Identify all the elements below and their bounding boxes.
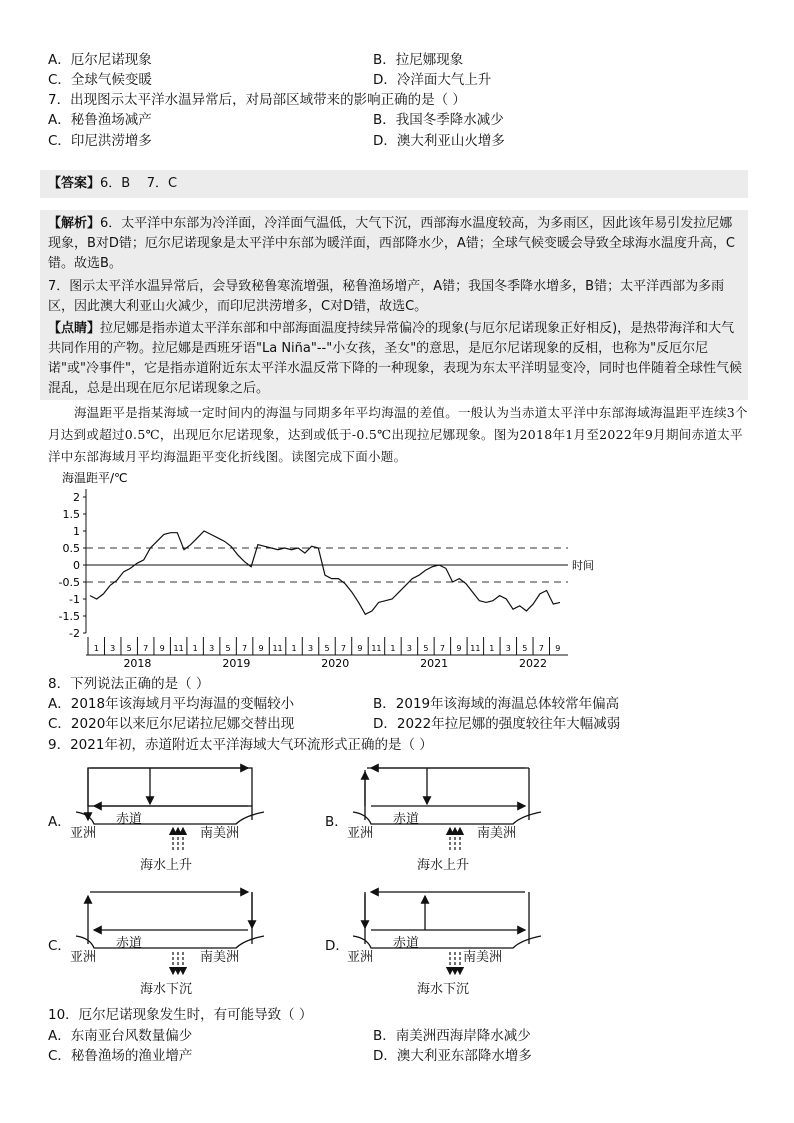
sst-anomaly-line <box>90 531 560 614</box>
q10-row-ab <box>48 1026 748 1046</box>
diagram-c-downwelling: 海水下沉 <box>140 982 193 997</box>
month-tick-label: 1 <box>93 644 99 653</box>
q8-option-d: D．2022年拉尼娜的强度较往年大幅减弱 <box>373 716 621 732</box>
diagram-b-equator: 赤道 <box>393 812 420 827</box>
diagram-c-south-america: 南美洲 <box>200 950 240 965</box>
month-tick-label: 5 <box>225 644 231 653</box>
analysis-tag: 【解析】 <box>48 216 101 231</box>
y-tick-label: 2 <box>73 491 80 504</box>
diagram-a-upwelling: 海水上升 <box>140 858 193 873</box>
month-tick-label: 11 <box>173 644 184 653</box>
q9-option-a-label: A． <box>48 814 71 830</box>
month-tick-label: 9 <box>159 644 165 653</box>
q7-option-b: B．我国冬季降水减少 <box>373 112 504 128</box>
y-tick-label: -1.5 <box>58 610 80 623</box>
q8-row-cd <box>48 714 748 734</box>
year-label: 2019 <box>222 657 251 670</box>
diagram-d-downwelling: 海水下沉 <box>417 982 470 997</box>
q8-option-a: A．2018年该海域月平均海温的变幅较小 <box>48 696 295 712</box>
q8-stem: 8．下列说法正确的是（ ） <box>48 676 210 692</box>
point-text: 拉尼娜是指赤道太平洋东部和中部海面温度持续异常偏冷的现象(与厄尔尼诺现象正好相反)，是热带海洋和大气共同作用的产物。拉尼娜是西班牙语"La Niña"--"小女孩，圣女"的意思，是厄尔尼诺现象的反相，也称为"反厄尔尼诺"或"冷事件"，它是指赤道附近东太平洋水温反常下降的一种现象，表现为东太平洋明显变冷，同时也伴随着全球性气候混乱，总是出现在厄尔尼诺现象之后。 <box>48 321 742 396</box>
chart-svg <box>56 468 594 670</box>
chart-ylabel: 海温距平/℃ <box>62 471 128 485</box>
y-tick-label: 0.5 <box>62 542 80 555</box>
q10-option-c: C．秘鲁渔场的渔业增产 <box>48 1048 193 1064</box>
analysis-6-text: 6．太平洋中东部为冷洋面，冷洋面气温低，大气下沉，西部海水温度较高，为多雨区，因此该年易引发拉尼娜现象，B对D错；厄尔尼诺现象是太平洋中东部为暖洋面，西部降水少，A错；全球气候变暖会导致全球海水温度升高，C错。故选B。 <box>48 216 735 271</box>
q8-option-c: C．2020年以来厄尔尼诺拉尼娜交替出现 <box>48 716 295 732</box>
month-tick-label: 7 <box>439 644 445 653</box>
month-tick-label: 7 <box>538 644 544 653</box>
q6-row-ab <box>48 50 748 70</box>
q6-option-c: C．全球气候变暖 <box>48 72 152 88</box>
q9-diagram-d <box>345 886 575 1001</box>
month-tick-label: 3 <box>209 644 215 653</box>
q6-row-cd <box>48 70 748 90</box>
y-tick-label: 1 <box>73 525 80 538</box>
q7-option-d: D．澳大利亚山火增多 <box>373 133 505 149</box>
q6-option-a: A．厄尔尼诺现象 <box>48 52 152 68</box>
month-tick-label: 5 <box>522 644 528 653</box>
month-tick-label: 3 <box>110 644 116 653</box>
q6-option-b: B．拉尼娜现象 <box>373 52 464 68</box>
q9-option-b-label: B． <box>325 814 348 830</box>
y-tick-label: 1.5 <box>62 508 80 521</box>
q9-diagram-b <box>345 762 575 877</box>
chart-intro: 海温距平是指某海域一定时间内的海温与同期多年平均海温的差值。一般认为当赤道太平洋中东部海域海温距平连续3个月达到或超过0.5℃，出现厄尔尼诺现象，达到或低于-0.5℃出现拉尼娜现象。图为2018年1月至2022年9月期间赤道太平洋中东部海域月平均海温距平变化折线图。读图完成下面小题。 <box>48 405 748 464</box>
q7-row-ab <box>48 110 748 130</box>
chart-xlabel: 时间 <box>572 559 594 572</box>
month-tick-label: 11 <box>272 644 283 653</box>
point-note <box>48 319 744 399</box>
month-tick-label: 1 <box>192 644 198 653</box>
month-tick-label: 11 <box>371 644 382 653</box>
q9-diagram-c <box>68 886 298 1001</box>
diagram-b-upwelling: 海水上升 <box>417 858 470 873</box>
analysis-6 <box>48 214 744 274</box>
diagram-c-asia: 亚洲 <box>70 950 97 965</box>
q7-option-c: C．印尼洪涝增多 <box>48 133 152 149</box>
month-tick-label: 9 <box>555 644 561 653</box>
analysis-7: 7．图示太平洋水温异常后，会导致秘鲁寒流增强，秘鲁渔场增产，A错；我国冬季降水增多，B错；太平洋西部为多雨区，因此澳大利亚山火减少，而印尼洪涝增多，C对D错，故选C。 <box>48 279 725 314</box>
diagram-d-equator: 赤道 <box>393 936 420 951</box>
month-tick-label: 1 <box>291 644 297 653</box>
month-tick-label: 9 <box>456 644 462 653</box>
q8-option-b: B．2019年该海域的海温总体较常年偏高 <box>373 696 620 712</box>
q10-option-d: D．澳大利亚东部降水增多 <box>373 1048 532 1064</box>
q8-row-ab <box>48 694 748 714</box>
year-label: 2022 <box>519 657 548 670</box>
diagram-a-south-america: 南美洲 <box>200 826 240 841</box>
year-label: 2020 <box>321 657 350 670</box>
year-label: 2018 <box>123 657 152 670</box>
month-tick-label: 11 <box>470 644 481 653</box>
month-tick-label: 3 <box>505 644 511 653</box>
month-tick-label: 7 <box>242 644 248 653</box>
y-tick-label: -2 <box>69 627 80 640</box>
diagram-c-equator: 赤道 <box>116 936 143 951</box>
q7-stem: 7．出现图示太平洋水温异常后，对局部区域带来的影响正确的是（ ） <box>48 92 466 108</box>
q7-row-cd <box>48 131 748 151</box>
diagram-a-asia: 亚洲 <box>70 826 97 841</box>
diagram-b-south-america: 南美洲 <box>477 826 517 841</box>
diagram-d-asia: 亚洲 <box>347 950 374 965</box>
year-label: 2021 <box>420 657 449 670</box>
answer-value: 6．B 7．C <box>100 176 178 191</box>
month-tick-label: 3 <box>307 644 314 653</box>
q6-option-d: D．冷洋面大气上升 <box>373 72 492 88</box>
month-tick-label: 7 <box>143 644 149 653</box>
q7-option-a: A．秘鲁渔场减产 <box>48 112 152 128</box>
point-tag: 【点睛】 <box>48 321 101 336</box>
month-tick-label: 1 <box>390 644 396 653</box>
month-tick-label: 5 <box>324 644 330 653</box>
y-tick-label: -0.5 <box>58 576 80 589</box>
month-tick-label: 3 <box>406 644 412 653</box>
q10-option-a: A．东南亚台风数量偏少 <box>48 1028 193 1044</box>
answer-tag: 【答案】 <box>48 176 101 191</box>
month-tick-label: 7 <box>340 644 347 653</box>
q10-stem: 10．厄尔尼诺现象发生时，有可能导致（ ） <box>48 1007 313 1023</box>
month-tick-label: 5 <box>423 644 429 653</box>
sst-anomaly-chart <box>56 468 594 670</box>
q9-diagram-a <box>68 762 298 877</box>
month-tick-label: 9 <box>258 644 264 653</box>
q10-option-b: B．南美洲西海岸降水减少 <box>373 1028 531 1044</box>
month-tick-label: 9 <box>357 644 363 653</box>
diagram-a-equator: 赤道 <box>116 812 143 827</box>
month-tick-label: 5 <box>126 644 132 653</box>
q9-option-c-label: C． <box>48 938 71 954</box>
q9-option-d-label: D． <box>325 938 349 954</box>
diagram-b-asia: 亚洲 <box>347 826 374 841</box>
diagram-d-south-america: 南美洲 <box>463 950 503 965</box>
q9-stem: 9．2021年初，赤道附近太平洋海域大气环流形式正确的是（ ） <box>48 737 433 753</box>
q10-row-cd <box>48 1046 748 1066</box>
y-tick-label: -1 <box>69 593 80 606</box>
month-tick-label: 1 <box>489 644 495 653</box>
y-tick-label: 0 <box>73 559 80 572</box>
answer-line <box>48 174 744 194</box>
